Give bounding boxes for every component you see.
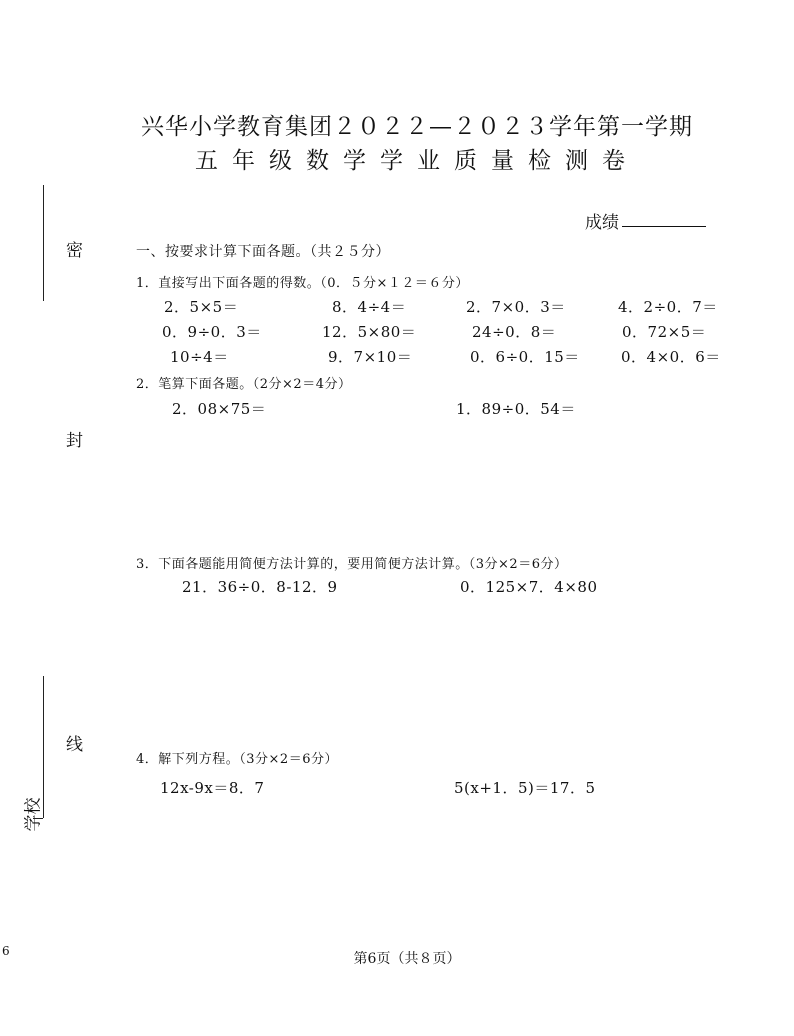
q2-problem: 2．08×75＝ (172, 400, 267, 418)
q4-heading: 4．解下列方程。（3分×2＝6分） (136, 752, 338, 767)
title-line-2: 五年级数学学业质量检测卷 (195, 148, 639, 174)
binding-char-feng: 封 (66, 431, 83, 451)
q3-heading: 3．下面各题能用简便方法计算的，要用简便方法计算。（3分×2＝6分） (136, 557, 568, 572)
page-footer: 第6页（共８页） (353, 951, 461, 967)
q1-problem: 10÷4＝ (170, 348, 229, 366)
q4-problem: 5(x+1．5)＝17．5 (454, 779, 596, 797)
q1-problem: 0．6÷0．15＝ (470, 348, 580, 366)
binding-line-top (43, 185, 44, 301)
q1-problem: 0．9÷0．3＝ (162, 323, 262, 341)
q1-problem: 0．72×5＝ (622, 323, 707, 341)
q1-problem: 2．7×0．3＝ (466, 298, 566, 316)
q2-problem: 1．89÷0．54＝ (456, 400, 576, 418)
section-1-heading: 一、按要求计算下面各题。（共２５分） (136, 244, 390, 260)
q1-problem: 12．5×80＝ (322, 323, 417, 341)
q1-problem: 24÷0．8＝ (472, 323, 557, 341)
q1-problem: 8．4÷4＝ (332, 298, 407, 316)
q1-heading: 1．直接写出下面各题的得数。（0．５分×１２＝６分） (136, 276, 469, 291)
q3-problem: 0．125×7．4×80 (460, 578, 598, 596)
q1-problem: 0．4×0．6＝ (621, 348, 721, 366)
score-label: 成绩 (585, 213, 619, 233)
page-marker: 6 (2, 944, 10, 958)
q4-problem: 12x-9x＝8．7 (160, 779, 265, 797)
school-blank-line[interactable] (33, 818, 43, 819)
school-label: 学校 (23, 797, 44, 832)
q3-problem: 21．36÷0．8-12．9 (182, 578, 338, 596)
q1-problem: 2．5×5＝ (164, 298, 239, 316)
title-line-1: 兴华小学教育集团２０２２—２０２３学年第一学期 (141, 114, 693, 140)
q2-heading: 2．笔算下面各题。（2分×2＝4分） (136, 377, 352, 392)
q1-problem: 4．2÷0．7＝ (618, 298, 718, 316)
q1-problem: 9．7×10＝ (328, 348, 413, 366)
score-blank-line[interactable] (622, 226, 706, 227)
binding-char-mi: 密 (66, 241, 83, 261)
binding-char-xian: 线 (66, 735, 83, 755)
